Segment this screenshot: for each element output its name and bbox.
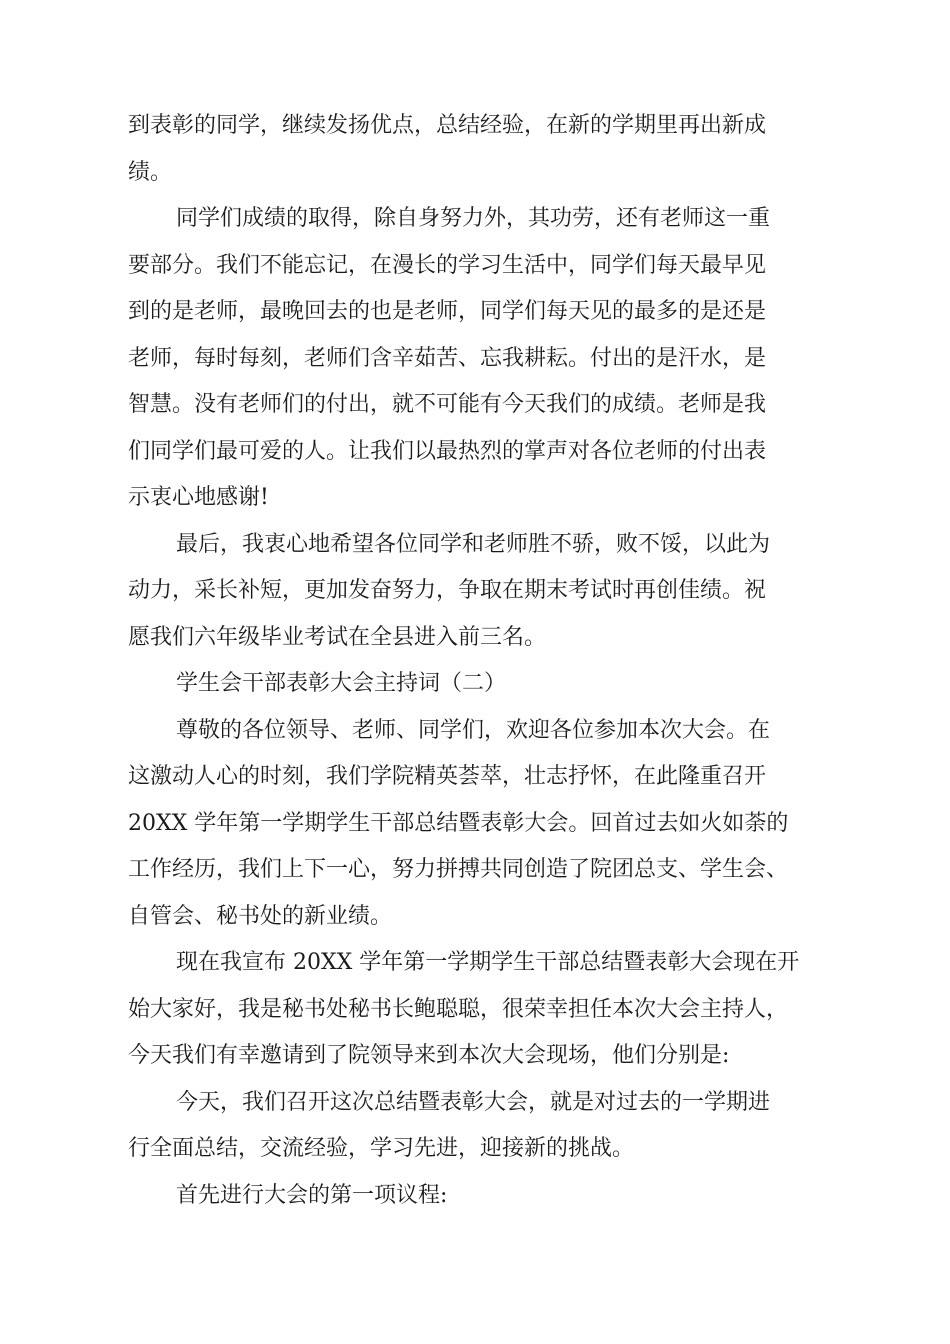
text-line: 们同学们最可爱的人。让我们以最热烈的掌声对各位老师的付出表 xyxy=(128,438,767,464)
text-line: 绩。 xyxy=(128,159,173,185)
document-body xyxy=(128,103,828,1219)
text-line: 最后，我衷心地希望各位同学和老师胜不骄，败不馁，以此为 xyxy=(176,531,771,557)
text-line: 20XX 学年第一学期学生干部总结暨表彰大会。回首过去如火如荼的 xyxy=(128,810,789,836)
text-line: 工作经历，我们上下一心，努力拼搏共同创造了院团总支、学生会、 xyxy=(128,857,789,882)
text-line: 今天，我们召开这次总结暨表彰大会，就是对过去的一学期进 xyxy=(176,1089,771,1115)
text-line: 愿我们六年级毕业考试在全县进入前三名。 xyxy=(128,624,547,650)
text-line: 要部分。我们不能忘记，在漫长的学习生活中，同学们每天最早见 xyxy=(128,252,767,278)
text-line: 智慧。没有老师们的付出，就不可能有今天我们的成绩。老师是我 xyxy=(128,392,767,417)
text-line: 老师，每时每刻，老师们含辛茹苦、忘我耕耘。付出的是汗水，是 xyxy=(128,345,767,371)
text-line: 示衷心地感谢! xyxy=(128,485,269,510)
text-line: 动力，采长补短，更加发奋努力，争取在期末考试时再创佳绩。祝 xyxy=(128,578,767,603)
text-line: 首先进行大会的第一项议程: xyxy=(176,1182,448,1208)
text-line: 现在我宣布 20XX 学年第一学期学生干部总结暨表彰大会现在开 xyxy=(176,950,800,975)
text-line: 始大家好，我是秘书处秘书长鲍聪聪，很荣幸担任本次大会主持人， xyxy=(128,996,789,1022)
text-line: 这激动人心的时刻，我们学院精英荟萃，壮志抒怀，在此隆重召开 xyxy=(128,764,767,789)
text-line: 尊敬的各位领导、老师、同学们，欢迎各位参加本次大会。在 xyxy=(176,717,771,743)
text-line: 行全面总结，交流经验，学习先进，迎接新的挑战。 xyxy=(128,1136,635,1161)
text-line: 到表彰的同学，继续发扬优点，总结经验，在新的学期里再出新成 xyxy=(128,113,767,138)
text-line: 同学们成绩的取得，除自身努力外，其功劳，还有老师这一重 xyxy=(176,206,771,231)
text-line: 今天我们有幸邀请到了院领导来到本次大会现场，他们分别是: xyxy=(128,1043,730,1068)
text-line: 自管会、秘书处的新业绩。 xyxy=(128,903,393,929)
text-line: 到的是老师，最晚回去的也是老师，同学们每天见的最多的是还是 xyxy=(128,299,767,324)
section-heading: 学生会干部表彰大会主持词（二） xyxy=(176,671,507,696)
